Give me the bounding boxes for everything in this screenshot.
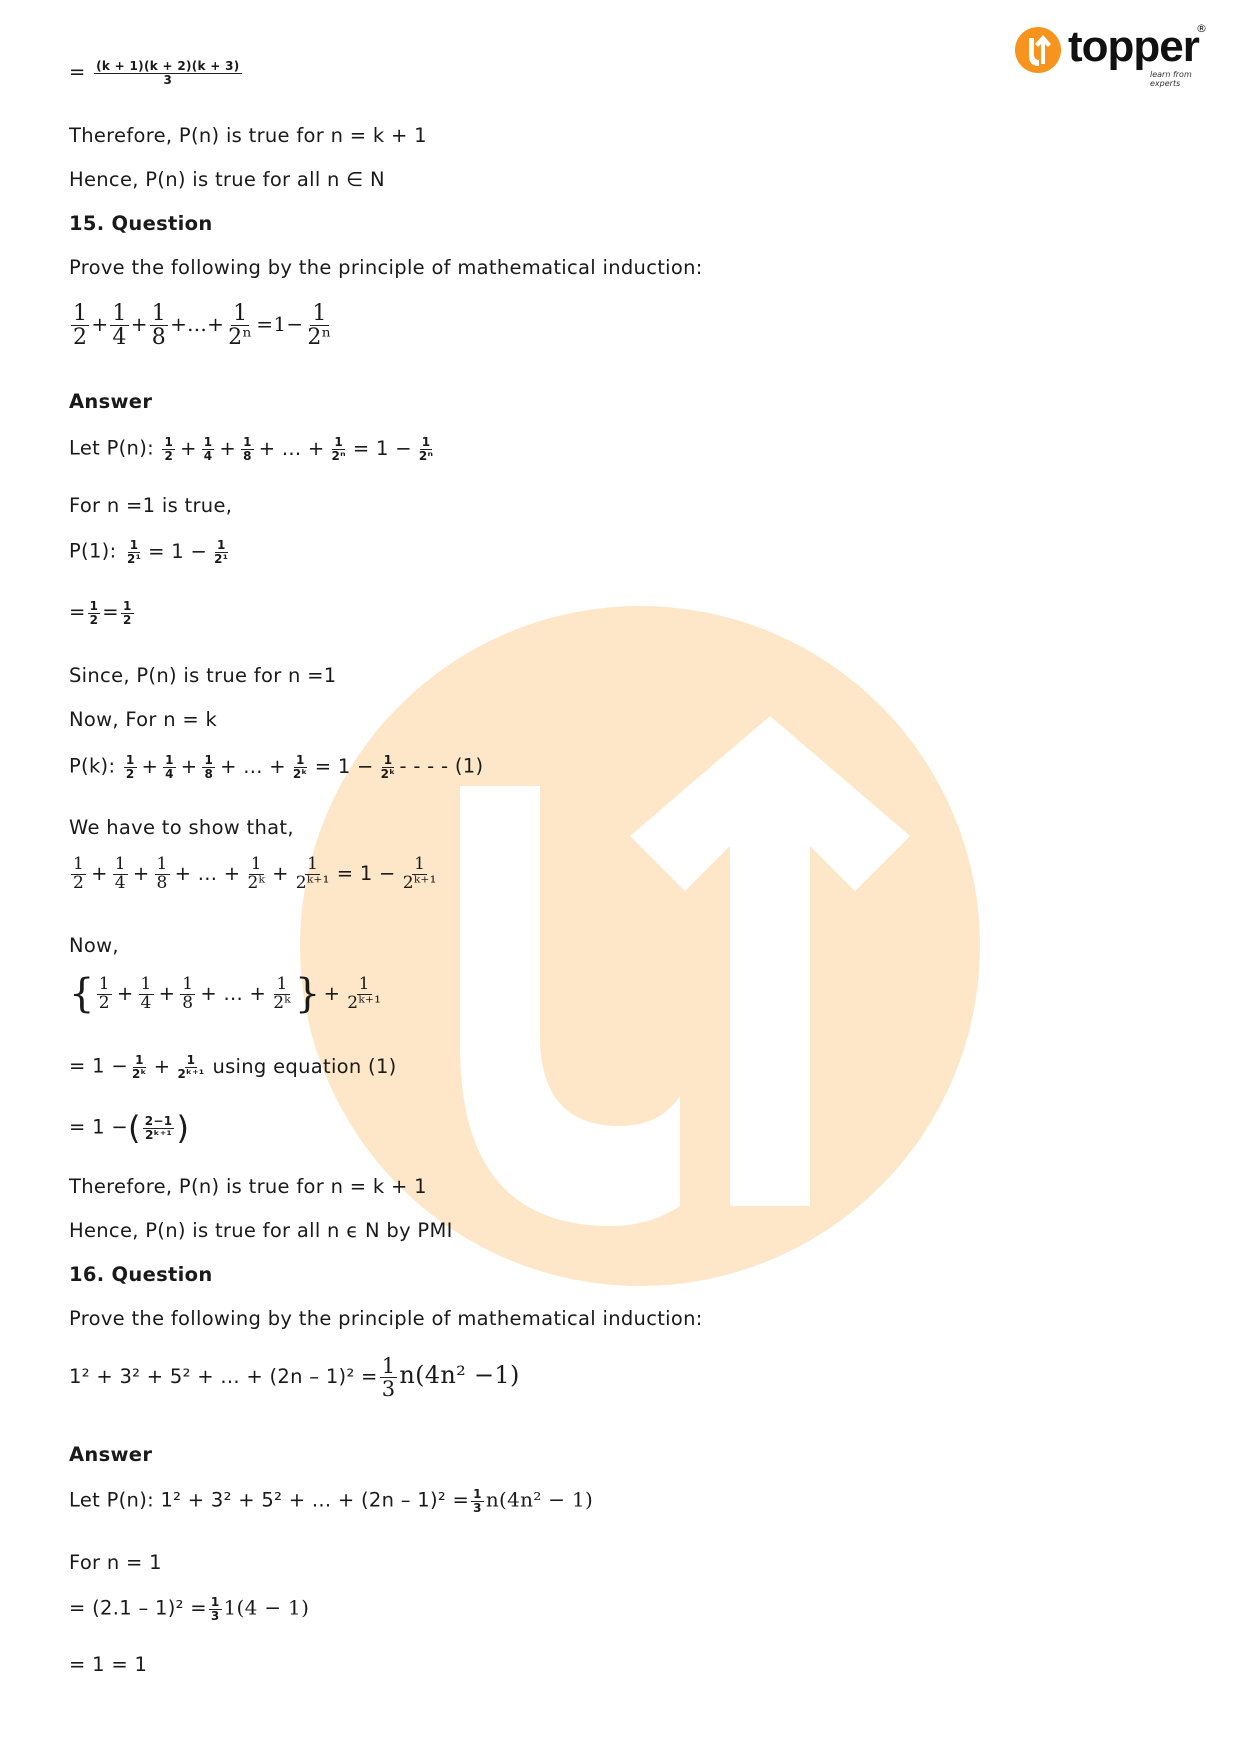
text-line: We have to show that, [69,816,294,839]
fraction: $\frac{(k + 1)(k + 2)(k + 3)}{3}$ [96,59,240,87]
equation-line-1 [69,60,244,86]
let-p-line: Let P(n): $\frac{1}{2}$ + $\frac{1}{4}$ + $\frac{1}{8}$ + ... + $\frac{1}{\text{2ⁿ}}$ = 1 − $\frac{1}{\text{2ⁿ}}$ [69,435,434,463]
show-formula: $\frac{1}{2}$ + $\frac{1}{4}$ + $\frac{1}{8}$ + ... + $\frac{1}{\text{2ᵏ}}$ + $\frac{1}{\text{2ᵏ⁺¹}}$ = 1 − $\frac{1}{\text{2ᵏ⁺¹}}$ [73,854,437,893]
text-line: Hence, P(n) is true for all n ϵ N by PMI [69,1219,453,1242]
using-eq-line: = 1 − $\frac{1}{\text{2ᵏ}}$ + $\frac{1}{\text{2ᵏ⁺¹}}$ using equation (1) [69,1053,397,1081]
q16-formula: 1² + 3² + 5² + ... + (2n – 1)² = $\frac{1}{3}$ n(4n² −1) [69,1354,520,1402]
answer-heading: Answer [69,1443,153,1466]
p1-line: P(1): $\frac{1}{\text{2¹}}$ = 1 − $\frac{1}{\text{2¹}}$ [69,538,229,566]
pk-line: P(k): $\frac{1}{2}$ + $\frac{1}{4}$ + $\frac{1}{8}$ + ... + $\frac{1}{\text{2ᵏ}}$ = 1 − $\frac{1}{\text{2ᵏ}}$ - - - - (1) [69,753,484,781]
text-line: Now, For n = k [69,708,218,731]
text-line: For n = 1 [69,1551,162,1574]
text-line: For n =1 is true, [69,494,233,517]
answer-heading: Answer [69,390,153,413]
text-line: Now, [69,934,119,957]
question-prompt: Prove the following by the principle of mathematical induction: [69,256,703,279]
question-heading: 15. Question [69,212,213,235]
eq-sign: = [69,60,86,84]
half-eq-line: = $\frac{1}{2}$ = $\frac{1}{2}$ [69,599,132,627]
text-line: Hence, P(n) is true for all n ∈ N [69,168,385,191]
registered-mark: ® [1196,22,1207,35]
brand-tagline: learn from experts [1150,70,1192,88]
brand-name: topper [1068,22,1199,71]
question-heading: 16. Question [69,1263,213,1286]
q16-let-line: Let P(n): 1² + 3² + 5² + ... + (2n – 1)² = $\frac{1}{3}$ n(4n² − 1) [69,1487,594,1515]
brace-formula: { $\frac{1}{2}$ + $\frac{1}{4}$ + $\frac{1}{8}$ + ... + $\frac{1}{\text{2ᵏ}}$ } + $\frac{1}{\text{2ᵏ⁺¹}}$ [69,971,382,1017]
text-line: = 1 = 1 [69,1653,148,1676]
paren-eq-line: = 1 −( $\frac{2-1}{\text{2ᵏ⁺¹}}$ ) [69,1109,190,1147]
text-line: Therefore, P(n) is true for n = k + 1 [69,1175,427,1198]
question-prompt: Prove the following by the principle of mathematical induction: [69,1307,703,1330]
text-line: Since, P(n) is true for n =1 [69,664,337,687]
q15-formula: $\frac{1}{2}$ + $\frac{1}{4}$ + $\frac{1}{8}$ +...+ $\frac{1}{\text{2ⁿ}}$ =1− $\frac{1}{\text{2ⁿ}}$ [73,301,332,351]
text-line: Therefore, P(n) is true for n = k + 1 [69,124,427,147]
topper-logo [1010,20,1210,86]
q16-step-line: = (2.1 – 1)² = $\frac{1}{3}$ 1(4 − 1) [69,1595,310,1623]
